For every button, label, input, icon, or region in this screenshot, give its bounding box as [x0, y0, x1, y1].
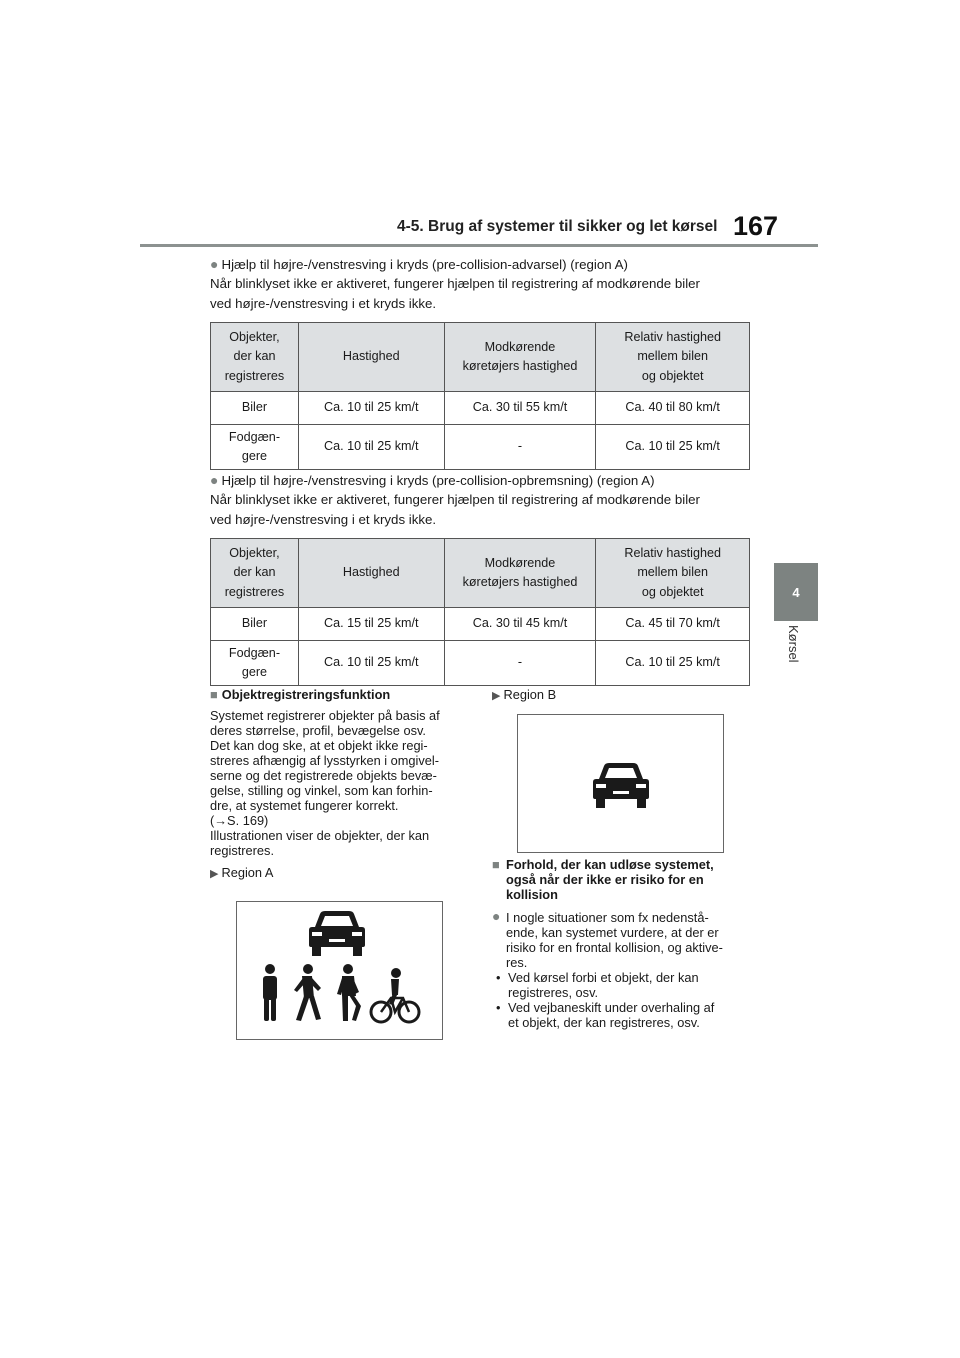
section1-table — [210, 322, 750, 470]
header-line: Relativ hastighed — [624, 545, 721, 560]
header-line: Objekter, — [229, 329, 280, 344]
region-b-illustration — [517, 714, 724, 853]
cell-line: gere — [241, 665, 268, 679]
chapter-tab[interactable]: 4 — [774, 563, 818, 621]
list-item-line: registreres, osv. — [508, 985, 599, 1000]
page-reference-link[interactable]: (→S. 169) — [210, 813, 269, 828]
table-cell: Ca. 15 til 25 km/t — [298, 608, 444, 641]
body-line: dre, at systemet fungerer korrekt. — [210, 798, 399, 813]
header-line: Objekter, — [229, 545, 280, 560]
region-b-label — [492, 687, 556, 704]
table-cell: Biler — [211, 608, 299, 641]
region-b-svg — [518, 715, 723, 852]
section2-text-line: ved højre-/venstresving i et kryds ikke. — [210, 511, 437, 527]
section2-table — [210, 538, 750, 686]
header-cell-oncoming-speed — [444, 539, 596, 608]
body-line: Systemet registrerer objekter på basis af — [210, 708, 440, 723]
list-item-line: et objekt, der kan registreres, osv. — [508, 1015, 700, 1030]
circle-bullet-icon: ● — [492, 908, 501, 924]
false-trigger-section — [492, 857, 762, 1030]
section1-heading — [210, 255, 628, 274]
body-line: serne og det registrerede objekts bevæ- — [210, 768, 437, 783]
body-line: streres afhængig af lysstyrken i omgivel- — [210, 753, 440, 768]
header-cell-relative-speed — [596, 539, 750, 608]
header-line: køretøjers hastighed — [462, 575, 578, 589]
heading-line: Forhold, der kan udløse systemet, — [506, 857, 714, 872]
heading-line: også når der ikke er risiko for en — [506, 872, 704, 887]
cell-line: Fodgæn- — [228, 429, 281, 444]
body-line: Illustrationen viser de objekter, der kan — [210, 828, 430, 843]
region-a-svg — [237, 902, 442, 1039]
intro-line: I nogle situationer som fx nedenstå- — [506, 910, 709, 925]
header-rule — [140, 244, 818, 247]
list-item — [492, 1000, 762, 1030]
triangle-pointer-icon: ▶ — [492, 690, 501, 702]
triangle-pointer-icon: ▶ — [210, 868, 219, 880]
header-line: Modkørende — [484, 339, 556, 354]
section2-heading — [210, 471, 655, 490]
pedestrian-icon — [337, 964, 361, 1021]
section1-text-line: Når blinklyset ikke er aktiveret, fungerer hjælpen til registrering af modkørende biler — [210, 276, 700, 291]
table-cell — [211, 641, 299, 686]
header-line: og objektet — [641, 368, 704, 383]
table-cell: Ca. 30 til 45 km/t — [444, 608, 596, 641]
chapter-label — [772, 625, 818, 685]
table-cell: Ca. 10 til 25 km/t — [596, 425, 750, 470]
circle-bullet-icon: ● — [210, 256, 219, 272]
list-item-line: • Ved vejbaneskift under overhaling af — [508, 1000, 715, 1015]
table-cell: Ca. 45 til 70 km/t — [596, 608, 750, 641]
car-front-icon — [593, 763, 649, 808]
false-trigger-heading — [492, 857, 762, 902]
header-cell-objects — [211, 323, 299, 392]
body-line: gelse, stilling og vinkel, som kan forhin- — [210, 783, 433, 798]
list-item — [492, 970, 762, 1000]
header-line: Hastighed — [342, 565, 400, 580]
table-cell: Biler — [211, 392, 299, 425]
table-cell: Ca. 30 til 55 km/t — [444, 392, 596, 425]
table-row — [211, 392, 750, 425]
table-cell: - — [444, 425, 596, 470]
header-cell-speed — [298, 539, 444, 608]
object-detection-section — [210, 687, 470, 882]
body-line: deres størrelse, profil, bevægelse osv. — [210, 723, 426, 738]
section1-text — [210, 274, 770, 313]
intro-line: risiko for en frontal kollision, og aktive- — [506, 940, 723, 955]
table-cell: Ca. 10 til 25 km/t — [298, 641, 444, 686]
table-cell: - — [444, 641, 596, 686]
header-line: registreres — [224, 368, 285, 383]
header-line: registreres — [224, 584, 285, 599]
pedestrian-icon — [294, 964, 321, 1021]
table-cell: Ca. 10 til 25 km/t — [298, 392, 444, 425]
circle-bullet-icon: ● — [210, 472, 219, 488]
table-row — [211, 608, 750, 641]
region-a-illustration — [236, 901, 443, 1040]
table-cell: Ca. 10 til 25 km/t — [596, 641, 750, 686]
false-trigger-list — [492, 970, 762, 1030]
header-line: og objektet — [641, 584, 704, 599]
region-a-label-text: Region A — [221, 865, 274, 880]
heading-line: kollision — [506, 887, 558, 902]
intro-line: ende, kan systemet vurdere, at der er — [506, 925, 719, 940]
header-line: Modkørende — [484, 555, 556, 570]
section2-heading-text: Hjælp til højre-/venstresving i kryds (pre-collision-opbremsning) (region A) — [221, 473, 655, 488]
table-header-row — [211, 323, 750, 392]
section1-heading-text: Hjælp til højre-/venstresving i kryds (pre-collision-advarsel) (region A) — [221, 257, 628, 272]
list-item-line: • Ved kørsel forbi et objekt, der kan — [508, 970, 699, 985]
header-cell-relative-speed — [596, 323, 750, 392]
header-line: køretøjers hastighed — [462, 359, 578, 373]
table-header-row — [211, 539, 750, 608]
header-line: mellem bilen — [637, 349, 709, 364]
table-row — [211, 425, 750, 470]
false-trigger-intro — [492, 910, 762, 970]
page-number: 167 — [733, 211, 779, 241]
section1-text-line: ved højre-/venstresving i et kryds ikke. — [210, 295, 437, 311]
table-cell — [211, 425, 299, 470]
object-detection-heading — [210, 687, 470, 702]
section-title: 4-5. Brug af systemer til sikker og let kørsel — [397, 218, 718, 235]
section2-text-line: Når blinklyset ikke er aktiveret, fungerer hjælpen til registrering af modkørende biler — [210, 492, 700, 507]
header-line: Relativ hastighed — [624, 329, 721, 344]
chapter-label-text: Kørsel — [786, 625, 801, 663]
table-cell: Ca. 40 til 80 km/t — [596, 392, 750, 425]
pedestrian-icon — [263, 964, 277, 1021]
square-marker-icon: ■ — [492, 857, 500, 872]
region-b-label-text: Region B — [503, 687, 557, 702]
cell-line: gere — [241, 449, 268, 463]
bicycle-icon — [371, 968, 419, 1022]
header-cell-speed — [298, 323, 444, 392]
header-line: der kan — [233, 565, 276, 580]
header-line: mellem bilen — [637, 565, 709, 580]
section2-text — [210, 490, 770, 529]
cell-line: Fodgæn- — [228, 645, 281, 660]
header-line: der kan — [233, 349, 276, 364]
header-cell-objects — [211, 539, 299, 608]
car-front-icon — [309, 911, 365, 956]
intro-line: res. — [506, 955, 528, 970]
body-line: registreres. — [210, 843, 275, 858]
table-cell: Ca. 10 til 25 km/t — [298, 425, 444, 470]
square-marker-icon: ■ — [210, 687, 218, 702]
object-detection-heading-text: Objektregistreringsfunktion — [221, 687, 391, 702]
object-detection-body — [210, 708, 470, 858]
header-line: Hastighed — [342, 349, 400, 364]
header-cell-oncoming-speed — [444, 323, 596, 392]
table-row — [211, 641, 750, 686]
body-line: Det kan dog ske, at et objekt ikke regi- — [210, 738, 428, 753]
region-a-label — [210, 865, 470, 882]
